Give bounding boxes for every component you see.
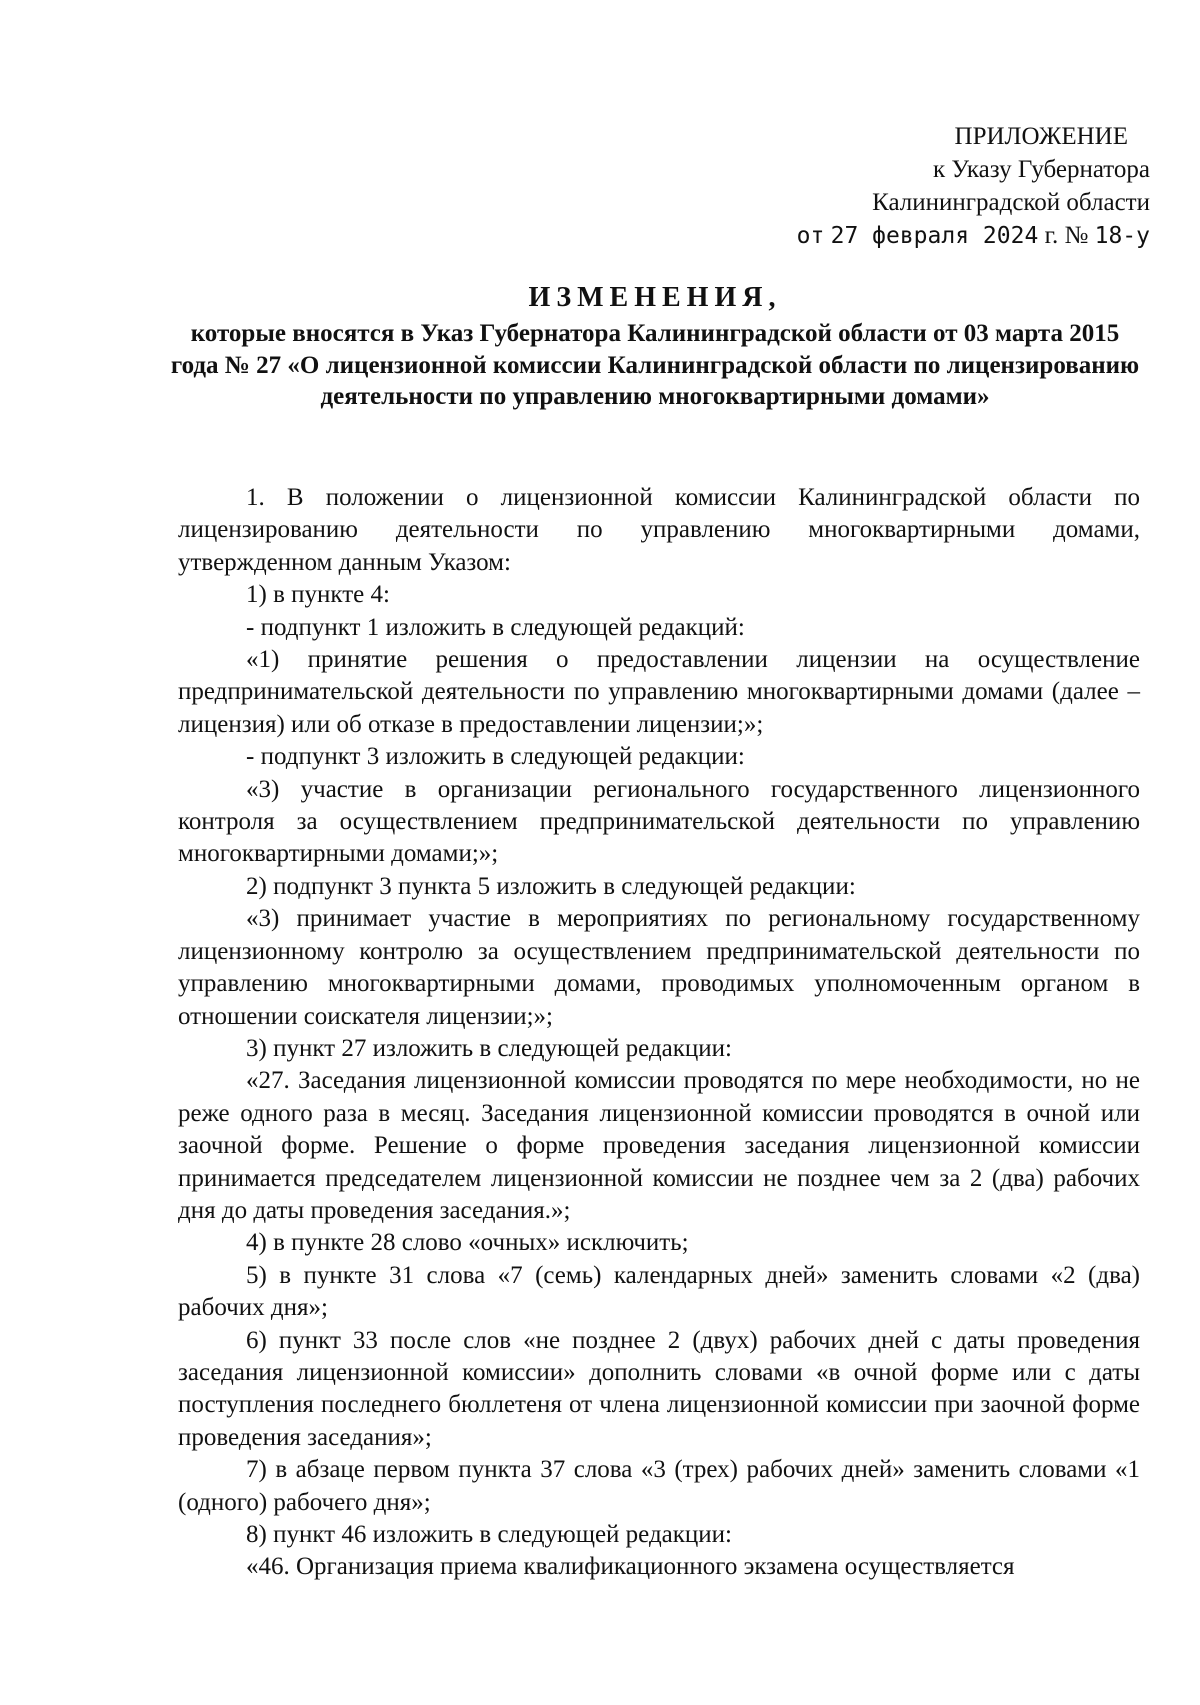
body-paragraph: «27. Заседания лицензионной комиссии проводятся по мере необходимости, но не реже одного раза в месяц. Заседания лицензионной комиссии проводятся в очной или заочной форме. Решение о форме проведения заседания лицензионной комиссии принимается председателем лицензионной комиссии не позднее чем за 2 (два) рабочих дня до даты проведения заседания.»; xyxy=(178,1067,1140,1224)
body-paragraph: 1) в пункте 4: xyxy=(246,581,390,609)
document-body xyxy=(178,482,1140,1584)
appendix-header xyxy=(797,120,1150,253)
body-paragraph: 3) пункт 27 изложить в следующей редакции: xyxy=(246,1034,732,1062)
appendix-date-line xyxy=(797,219,1150,253)
body-paragraph: «3) участие в организации регионального государственного лицензионного контроля за осуществлением предпринимательской деятельности по управлению многоквартирными домами;»; xyxy=(178,775,1140,868)
appendix-date-value: 27 февраля 2024 xyxy=(830,223,1039,249)
body-paragraph: 4) в пункте 28 слово «очных» исключить; xyxy=(246,1229,689,1257)
body-paragraph: 6) пункт 33 после слов «не позднее 2 (двух) рабочих дней с даты проведения заседания лицензионной комиссии» дополнить словами «в очной форме или с даты поступления последнего бюллетеня от члена лицензионной комиссии при заочной форме проведения заседания»; xyxy=(178,1326,1140,1451)
body-paragraph: - подпункт 1 изложить в следующей редакций: xyxy=(246,613,745,641)
document-title: ИЗМЕНЕНИЯ, xyxy=(528,282,782,313)
body-paragraph: 2) подпункт 3 пункта 5 изложить в следующей редакции: xyxy=(246,872,856,900)
body-paragraph: «46. Организация приема квалификационного экзамена осуществляется xyxy=(246,1553,1015,1581)
body-paragraph: 1. В положении о лицензионной комиссии Калининградской области по лицензированию деятельности по управлению многоквартирными домами, утвержденном данным Указом: xyxy=(178,484,1140,576)
document-subtitle: которые вносятся в Указ Губернатора Калининградской области от 03 марта 2015 года № 27 «О лицензионной комиссии Калининградской области по лицензированию деятельности по управлению многоквартирными домами» xyxy=(170,320,1140,410)
body-paragraph: - подпункт 3 изложить в следующей редакции: xyxy=(246,743,745,771)
body-paragraph: 5) в пункте 31 слова «7 (семь) календарных дней» заменить словами «2 (два) рабочих дня»; xyxy=(178,1261,1140,1322)
body-paragraph: 8) пункт 46 изложить в следующей редакции: xyxy=(246,1521,732,1548)
appendix-number: 18-у xyxy=(1094,223,1150,249)
appendix-date-prefix: от xyxy=(796,223,825,249)
appendix-region: Калининградской области xyxy=(872,189,1150,216)
appendix-title: ПРИЛОЖЕНИЕ xyxy=(954,123,1128,150)
title-block xyxy=(170,280,1140,413)
body-paragraph: «1) принятие решения о предоставлении лицензии на осуществление предпринимательской деятельности по управлению многоквартирными домами (далее – лицензия) или об отказе в предоставлении лицензии;»; xyxy=(178,646,1140,738)
appendix-decree-ref: к Указу Губернатора xyxy=(932,156,1150,183)
appendix-date-suffix: г. № xyxy=(1044,222,1089,249)
body-paragraph: «3) принимает участие в мероприятиях по региональному государственному лицензионному контролю за осуществлением предпринимательской деятельности по управлению многоквартирными домами, проводимых уполномоченным органом в отношении соискателя лицензии;»; xyxy=(178,905,1140,1030)
body-paragraph: 7) в абзаце первом пункта 37 слова «3 (трех) рабочих дней» заменить словами «1 (одного) рабочего дня»; xyxy=(178,1456,1140,1516)
